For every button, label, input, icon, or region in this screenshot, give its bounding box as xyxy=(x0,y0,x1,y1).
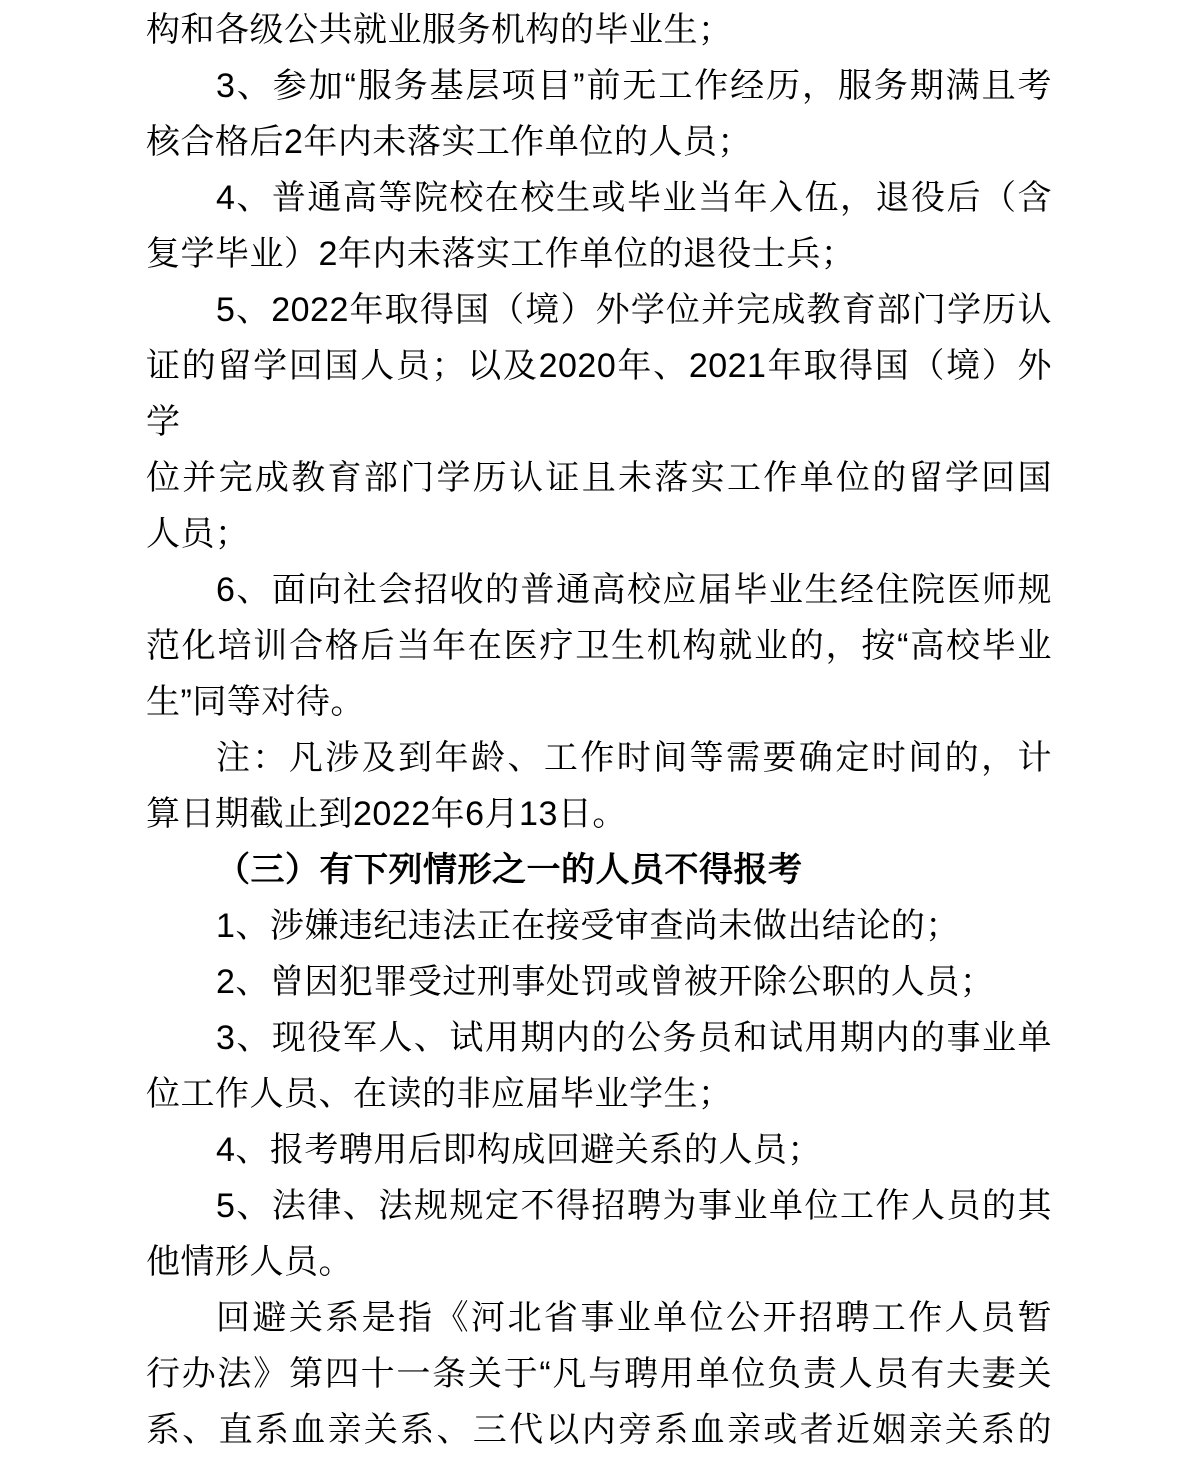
section-heading: （三）有下列情形之一的人员不得报考 xyxy=(216,851,803,889)
text-line: 算日期截止到2022年6月13日。 xyxy=(146,795,627,833)
text-line: 位工作人员、在读的非应届毕业学生； xyxy=(146,1075,733,1113)
text-line: 1、涉嫌违纪违法正在接受审查尚未做出结论的； xyxy=(216,907,960,945)
text-line: 4、普通高等院校在校生或毕业当年入伍，退役后（含 xyxy=(216,179,1052,217)
text-line: 3、参加“服务基层项目”前无工作经历，服务期满且考 xyxy=(216,67,1052,105)
document-content xyxy=(146,2,1052,1458)
text-line: 2、曾因犯罪受过刑事处罚或曾被开除公职的人员； xyxy=(216,963,995,1001)
text-line: 系、直系血亲关系、三代以内旁系血亲或者近姻亲关系的 xyxy=(146,1411,1052,1449)
text-line: 范化培训合格后当年在医疗卫生机构就业的，按“高校毕业 xyxy=(146,627,1052,665)
text-line: 5、法律、法规规定不得招聘为事业单位工作人员的其 xyxy=(216,1187,1052,1225)
text-line: 6、面向社会招收的普通高校应届毕业生经住院医师规 xyxy=(216,571,1052,609)
text-line: 人员； xyxy=(146,515,250,553)
text-line: 证的留学回国人员；以及2020年、2021年取得国（境）外学 xyxy=(146,347,1052,441)
text-line: 行办法》第四十一条关于“凡与聘用单位负责人员有夫妻关 xyxy=(146,1355,1052,1393)
text-line: 生”同等对待。 xyxy=(146,683,365,721)
text-line: 构和各级公共就业服务机构的毕业生； xyxy=(146,11,733,49)
text-line: 核合格后2年内未落实工作单位的人员； xyxy=(146,123,752,161)
text-line: 他情形人员。 xyxy=(146,1243,353,1281)
text-line: 回避关系是指《河北省事业单位公开招聘工作人员暂 xyxy=(216,1299,1052,1337)
text-line: 复学毕业）2年内未落实工作单位的退役士兵； xyxy=(146,235,856,273)
text-line: 注：凡涉及到年龄、工作时间等需要确定时间的，计 xyxy=(216,739,1052,777)
text-line: 位并完成教育部门学历认证且未落实工作单位的留学回国 xyxy=(146,459,1052,497)
text-line: 5、2022年取得国（境）外学位并完成教育部门学历认 xyxy=(216,291,1052,329)
text-line: 3、现役军人、试用期内的公务员和试用期内的事业单 xyxy=(216,1019,1052,1057)
text-line: 4、报考聘用后即构成回避关系的人员； xyxy=(216,1131,822,1169)
